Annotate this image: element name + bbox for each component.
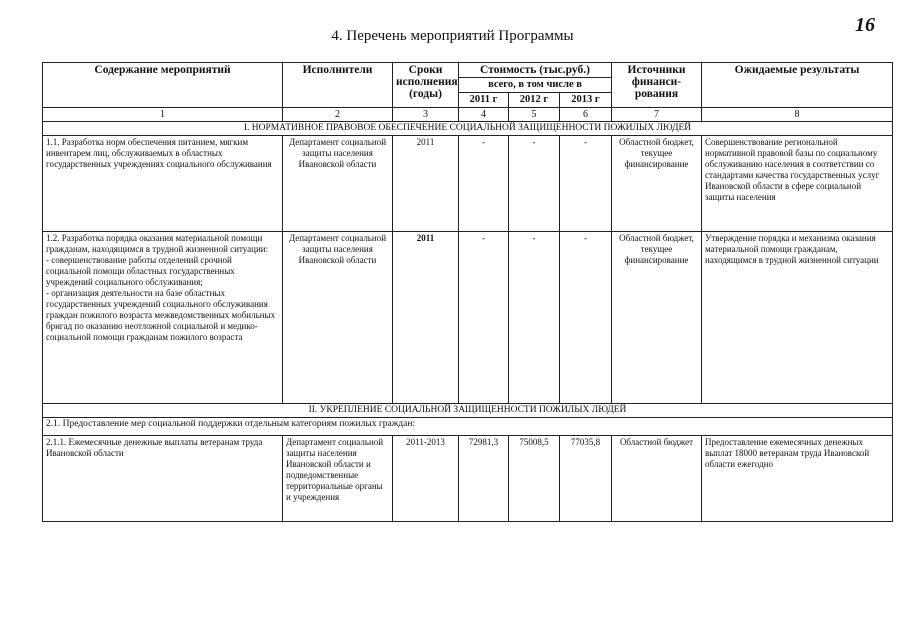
column-number: 6 [560, 108, 612, 122]
row-1-2-result: Утверждение порядка и механизма оказания материальной помощи гражданам, находящимся в трудной жизненной ситуации [702, 232, 893, 404]
header-year-2013: 2013 г [560, 93, 612, 108]
header-content: Содержание мероприятий [43, 63, 283, 108]
header-terms: Сроки исполнения (годы) [393, 63, 459, 108]
row-1-2-cost-2013: - [560, 232, 612, 404]
header-cost-sub: всего, в том числе в [459, 78, 612, 93]
row-2-1-1-result: Предоставление ежемесячных денежных выплат 18000 ветеранам труда Ивановской области ежегодно [702, 436, 893, 522]
row-1-2-cost-2011: - [459, 232, 509, 404]
column-number: 3 [393, 108, 459, 122]
table-row [43, 232, 893, 404]
header-cost: Стоимость (тыс.руб.) [459, 63, 612, 78]
header-sources: Источники финанси- рования [612, 63, 702, 108]
header-year-2012: 2012 г [509, 93, 560, 108]
section-heading-1: I. НОРМАТИВНОЕ ПРАВОВОЕ ОБЕСПЕЧЕНИЕ СОЦИАЛЬНОЙ ЗАЩИЩЕННОСТИ ПОЖИЛЫХ ЛЮДЕЙ [43, 122, 893, 136]
document-title: 4. Перечень мероприятий Программы [331, 28, 574, 44]
row-1-2-term: 2011 [393, 232, 459, 404]
subsection-heading-2-1: 2.1. Предоставление мер социальной поддержки отдельным категориям пожилых граждан: [43, 418, 893, 436]
column-number: 5 [509, 108, 560, 122]
column-numbers-row [43, 108, 893, 122]
row-1-1-term: 2011 [393, 136, 459, 232]
row-1-1-executor: Департамент социальной защиты населения Ивановской области [283, 136, 393, 232]
header-results: Ожидаемые результаты [702, 63, 893, 108]
row-1-2-cost-2012: - [509, 232, 560, 404]
column-number: 2 [283, 108, 393, 122]
column-number: 1 [43, 108, 283, 122]
row-1-2-executor: Департамент социальной защиты населения Ивановской области [283, 232, 393, 404]
table-row [43, 436, 893, 522]
events-table [42, 62, 893, 522]
row-2-1-1-executor: Департамент социальной защиты населения Ивановской области и подведомственные территориальные органы и учреждения [283, 436, 393, 522]
row-1-1-cost-2011: - [459, 136, 509, 232]
row-2-1-1-cost-2012: 75008,5 [509, 436, 560, 522]
page-number: 16 [855, 14, 875, 36]
header-executors: Исполнители [283, 63, 393, 108]
row-1-1-cost-2012: - [509, 136, 560, 232]
row-2-1-1-content: 2.1.1. Ежемесячные денежные выплаты ветеранам труда Ивановской области [43, 436, 283, 522]
row-1-2-content: 1.2. Разработка порядка оказания материальной помощи гражданам, находящимся в трудной жизненной ситуации: - совершенствование работы отделений срочной социальной помощи областных государственных учреждений социального обслуживания; - организация деятельности на базе областных государственных учреждений социального обслуживания граждан пожилого возраста межведомственных мобильных бригад по оказанию неотложной социальной и медико-социальной помощи гражданам пожилого возраста [43, 232, 283, 404]
row-1-1-source: Областной бюджет, текущее финансирование [612, 136, 702, 232]
header-year-2011: 2011 г [459, 93, 509, 108]
column-number: 8 [702, 108, 893, 122]
column-number: 4 [459, 108, 509, 122]
column-number: 7 [612, 108, 702, 122]
row-1-1-content: 1.1. Разработка норм обеспечения питанием, мягким инвентарем лиц, обслуживаемых в областных государственных учреждениях социального обслуживания [43, 136, 283, 232]
row-2-1-1-cost-2013: 77035,8 [560, 436, 612, 522]
row-1-1-result: Совершенствование региональной нормативной правовой базы по социальному обслуживанию населения в соответствии со стандартами качества государственных услуг Ивановской области в сфере социальной защиты населения [702, 136, 893, 232]
row-2-1-1-cost-2011: 72981,3 [459, 436, 509, 522]
section-heading-2: II. УКРЕПЛЕНИЕ СОЦИАЛЬНОЙ ЗАЩИЩЕННОСТИ ПОЖИЛЫХ ЛЮДЕЙ [43, 404, 893, 418]
row-1-2-source: Областной бюджет, текущее финансирование [612, 232, 702, 404]
row-2-1-1-source: Областной бюджет [612, 436, 702, 522]
row-1-1-cost-2013: - [560, 136, 612, 232]
table-row [43, 136, 893, 232]
row-2-1-1-term: 2011-2013 [393, 436, 459, 522]
